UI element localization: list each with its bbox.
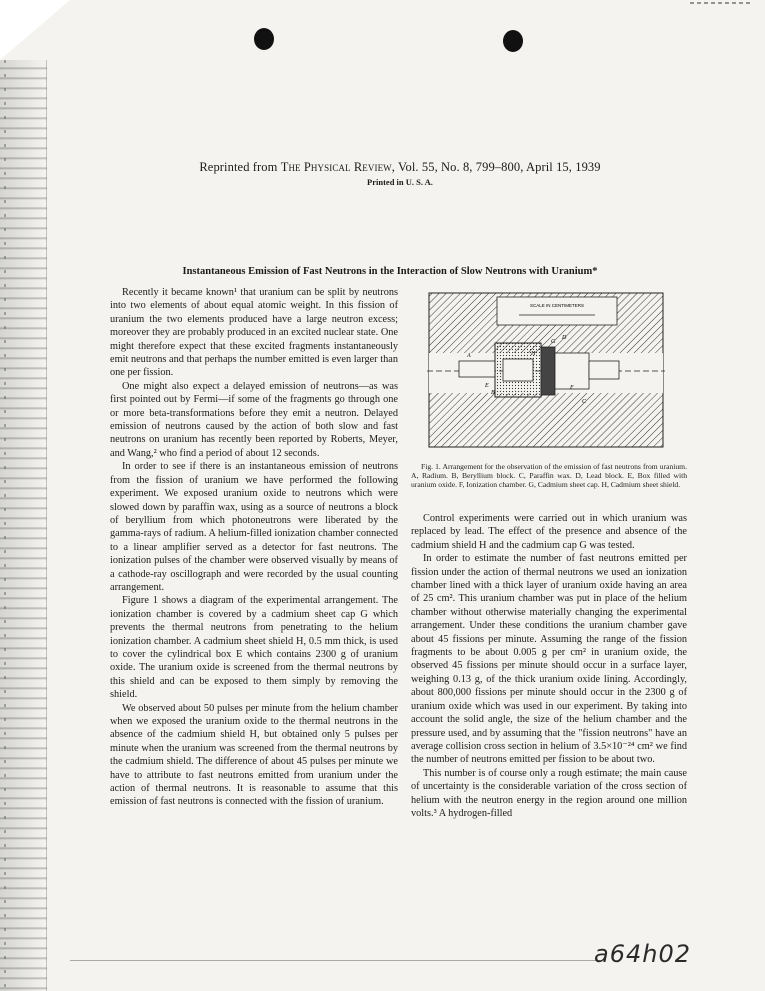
caption-text: Fig. 1. Arrangement for the observation of the emission of fast neutrons from uranium. A, Radium. B, Beryllium block. C, Paraffin wax. D, Lead block. E, Box filled with uranium oxide. F, Ionization chamber. G, Cadmium sheet cap. H, Cadmium sheet shield. [411, 462, 687, 489]
journal-name: The Physical Review [280, 160, 392, 174]
paragraph: Control experiments were carried out in which uranium was replaced by lead. The effect of the presence and absence of the cadmium shield H and the cadmium cap G was tested. [411, 513, 687, 551]
top-edge-marks [690, 2, 750, 4]
label-g: G [551, 339, 556, 345]
reprint-citation: , Vol. 55, No. 8, 799–800, April 15, 1939 [391, 160, 601, 174]
label-f: F [570, 385, 574, 391]
paragraph: Recently it became known¹ that uranium can be split by neutrons into two elements of about equal atomic weight. In this fission of uranium the two elements produced have a large neutron excess; moreover they are probably produced in an excited nuclear state. One might therefore expect that these excited fragments instantaneously emit neutrons and that perhaps the number emitted is even larger than one per fission. [110, 287, 398, 379]
ionization-chamber [555, 353, 589, 389]
paragraph: We observed about 50 pulses per minute from the helium chamber when we exposed the uranium oxide to the thermal neutrons in the absence of the cadmium shield H, but obtained only 5 pulses per minute when the uranium was screened from the thermal neutrons by the cadmium shield. The difference of about 45 pulses per minute we have to attribute to fast neutrons emitted from uranium under the action of thermal neutrons. It is reasonable to assume that this emission of fast neutrons is connected with the fission of uranium. [110, 702, 398, 808]
label-h: H [531, 351, 536, 357]
paragraph: In order to estimate the number of fast neutrons emitted per fission under the action of thermal neutrons we used an ionization chamber lined with a thick layer of uranium oxide having an area of 25 cm². This uranium chamber was put in place of the helium chamber without otherwise materially changing the experimental arrangement. Under these conditions the uranium chamber gave about 45 fissions per minute. Assuming the range of the fission fragments to be about 0.005 g per cm² in uranium oxide, the observed 45 fissions per minute should occur in a surface layer, weighing 0.13 g, of the thick uranium oxide lining. Accordingly, about 800,000 fissions per minute should occur in the 2300 g of uranium oxide which was used in our experiment. By taking into account the solid angle, the size of the helium chamber and the pressure used, and by assuming that the "fission neutrons" have an average collision cross section in helium of 3.5×10⁻²⁴ cm² we find the number of neutrons emitted per fission to be about two. [411, 553, 687, 766]
punch-hole-left [254, 28, 274, 50]
label-b: B [491, 390, 495, 396]
handwritten-note: a64h02 [594, 940, 691, 968]
binding-edge [0, 60, 47, 991]
scale-box [497, 297, 617, 325]
left-column [110, 286, 398, 809]
article-title: Instantaneous Emission of Fast Neutrons in the Interaction of Slow Neutrons with Uranium* [182, 266, 598, 277]
paragraph: One might also expect a delayed emission of neutrons—as was first pointed out by Fermi—if some of the fragments go through one or more beta-transformations before they emit a neutron. Delayed emission of neutrons caused by the action of both slow and fast neutrons on uranium has recently been reported by Roberts, Meyer, and Wang,² who find a period of about 12 seconds. [110, 380, 398, 459]
figure-1-diagram [427, 291, 665, 449]
figure-caption [411, 462, 687, 489]
paragraph: Figure 1 shows a diagram of the experimental arrangement. The ionization chamber is covered by a cadmium sheet cap G which prevents the thermal neutrons from penetrating to the helium ionization chamber. A cadmium sheet shield H, 0.5 mm thick, is used to cover the cylindrical box E which contains 2300 g of uranium oxide. The uranium oxide is screened from the thermal neutrons by this shield and can be exposed to them simply by removing the shield. [110, 595, 398, 701]
reprint-prefix: Reprinted from [199, 160, 281, 174]
label-c: C [582, 399, 587, 405]
label-e: E [485, 383, 489, 389]
printed-in: Printed in U. S. A. [367, 177, 433, 187]
paragraph: This number is of course only a rough estimate; the main cause of uncertainty is the considerable variation of the cross section of helium with the neutron energy in the region around one million volts.³ A hydrogen-filled [411, 767, 687, 819]
uranium-box [503, 359, 533, 381]
radium-holder [459, 361, 495, 377]
chamber-lead [589, 361, 619, 379]
reprint-line [180, 160, 620, 175]
lead-block [541, 347, 555, 395]
bottom-rule [70, 960, 600, 961]
folded-corner [0, 0, 70, 60]
label-a: A [467, 353, 471, 359]
paragraph: In order to see if there is an instantaneous emission of neutrons from the fission of uranium we have performed the following experiment. We exposed uranium oxide to neutrons which were slowed down by paraffin wax, using as a source of neutrons a block of beryllium from which photoneutrons were liberated by the gamma-rays of radium. A helium-filled ionization chamber connected to a linear amplifier served as a detector for fast neutrons. The ionization pulses of the chamber were observed visually by means of a cathode-ray oscillograph and were recorded by the usual counting arrangement. [110, 461, 398, 593]
punch-hole-right [503, 30, 523, 52]
label-d: D [562, 335, 567, 341]
scale-label: SCALE IN CENTIMETERS [529, 303, 585, 308]
right-column [411, 512, 687, 820]
